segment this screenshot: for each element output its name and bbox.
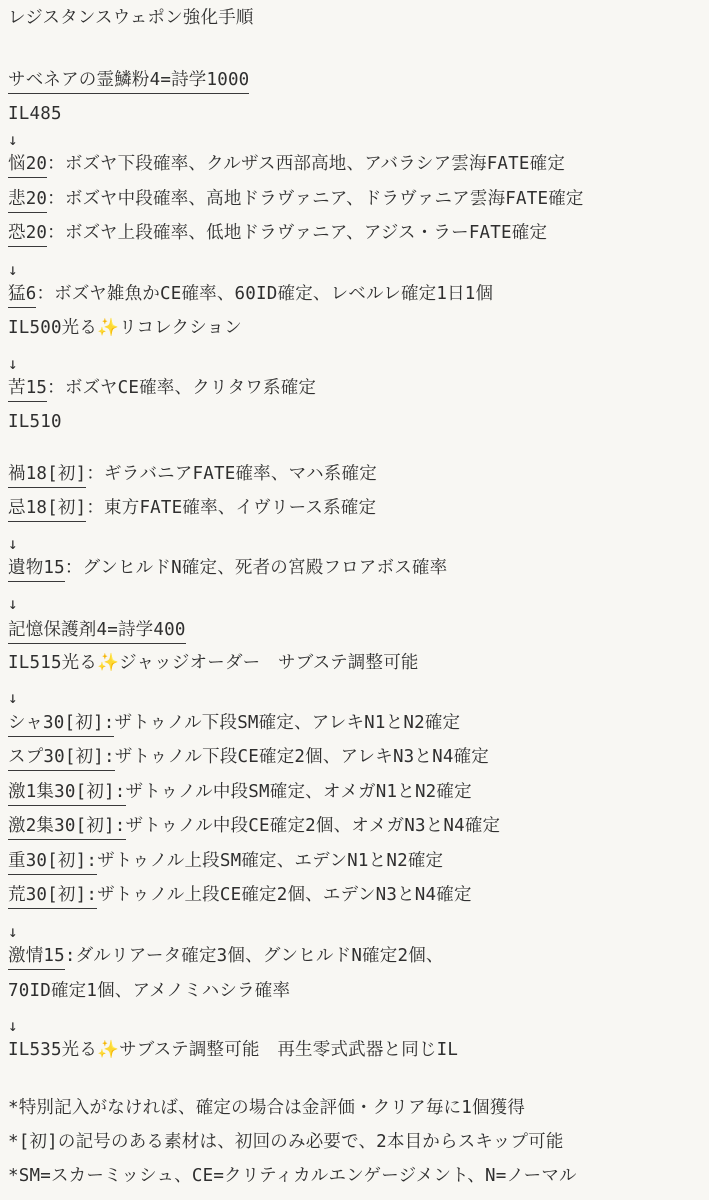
material-line xyxy=(8,784,705,806)
material-line xyxy=(8,749,705,771)
material-line xyxy=(8,191,705,213)
il-line xyxy=(8,655,705,673)
material-desc: ：ボズヤ雑魚かCE確率、60ID確定、レベルレ確定1日1個 xyxy=(36,284,494,304)
footnote: *特別記入がなければ、確定の場合は金評価・クリア毎に1個獲得 xyxy=(8,1098,526,1118)
material-line xyxy=(8,225,705,247)
material-key: 重30[初]: xyxy=(8,853,97,875)
il-text: IL500光る xyxy=(8,318,98,338)
material-desc: ：ボズヤ下段確率、クルザス西部高地、アバラシア雲海FATE確定 xyxy=(47,154,566,174)
material-key: 激情15 xyxy=(8,948,65,970)
material-key: 恐20 xyxy=(8,225,47,247)
sparkle-icon: ✨ xyxy=(97,1040,120,1060)
il-text: IL515光る xyxy=(8,653,98,673)
material-line xyxy=(8,380,705,402)
il-line: IL510 xyxy=(8,412,62,432)
weapon-name: リコレクション xyxy=(119,318,242,338)
material-desc: ザトゥノル下段SM確定、アレキN1とN2確定 xyxy=(114,713,461,733)
material-desc: ザトゥノル下段CE確定2個、アレキN3とN4確定 xyxy=(114,747,489,767)
material-desc: ：ボズヤCE確率、クリタワ系確定 xyxy=(47,378,317,398)
footnote: *SM=スカーミッシュ、CE=クリティカルエンゲージメント、N=ノーマル xyxy=(8,1166,577,1186)
arrow: ↓ xyxy=(8,1016,18,1035)
material-desc: ：ギラバニアFATE確率、マハ系確定 xyxy=(86,464,377,484)
material-line xyxy=(8,622,705,644)
sparkle-icon: ✨ xyxy=(97,318,120,338)
material-key: 記憶保護剤4=詩学400 xyxy=(8,622,186,644)
arrow: ↓ xyxy=(8,688,18,707)
material-line xyxy=(8,715,705,737)
material-key: 禍18[初] xyxy=(8,466,86,488)
material-line xyxy=(8,887,705,909)
material-key: 苦15 xyxy=(8,380,47,402)
material-line xyxy=(8,466,705,488)
material-desc: ：グンヒルドN確定、死者の宮殿フロアボス確率 xyxy=(64,558,448,578)
arrow: ↓ xyxy=(8,260,18,279)
material-desc: :ダルリアータ確定3個、グンヒルドN確定2個、 xyxy=(64,946,444,966)
il-line: IL485 xyxy=(8,104,62,124)
il-line xyxy=(8,320,705,338)
material-line xyxy=(8,500,705,522)
arrow: ↓ xyxy=(8,534,18,553)
material-line xyxy=(8,72,705,94)
arrow: ↓ xyxy=(8,922,18,941)
material-key: 悩20 xyxy=(8,156,47,178)
il-text: IL535光る xyxy=(8,1040,98,1060)
material-line xyxy=(8,948,705,970)
material-desc: ザトゥノル上段CE確定2個、エデンN3とN4確定 xyxy=(97,885,472,905)
material-desc: ザトゥノル中段CE確定2個、オメガN3とN4確定 xyxy=(125,816,501,836)
material-line xyxy=(8,156,705,178)
material-line xyxy=(8,818,705,840)
material-key: サベネアの霊鱗粉4=詩学1000 xyxy=(8,72,249,94)
material-key: 遺物15 xyxy=(8,560,65,582)
material-desc: ザトゥノル上段SM確定、エデンN1とN2確定 xyxy=(97,851,444,871)
material-key: 激2集30[初]: xyxy=(8,818,126,840)
material-desc: ：東方FATE確率、イヴリース系確定 xyxy=(86,498,377,518)
material-key: 悲20 xyxy=(8,191,47,213)
material-line xyxy=(8,286,705,308)
material-desc: ：ボズヤ上段確率、低地ドラヴァニア、アジス・ラーFATE確定 xyxy=(47,223,548,243)
material-key: 猛6 xyxy=(8,286,36,308)
arrow: ↓ xyxy=(8,594,18,613)
arrow: ↓ xyxy=(8,130,18,149)
material-key: スプ30[初]: xyxy=(8,749,115,771)
material-desc: ザトゥノル中段SM確定、オメガN1とN2確定 xyxy=(125,782,472,802)
material-key: 忌18[初] xyxy=(8,500,86,522)
material-desc: ：ボズヤ中段確率、高地ドラヴァニア、ドラヴァニア雲海FATE確定 xyxy=(47,189,584,209)
memo-title: レジスタンスウェポン強化手順 xyxy=(8,8,254,28)
sparkle-icon: ✨ xyxy=(97,653,120,673)
weapon-name: ジャッジオーダー サブステ調整可能 xyxy=(119,653,419,673)
material-key: シャ30[初]: xyxy=(8,715,114,737)
material-key: 激1集30[初]: xyxy=(8,784,126,806)
il-line xyxy=(8,1042,705,1060)
material-line xyxy=(8,853,705,875)
footnote: *[初]の記号のある素材は、初回のみ必要で、2本目からスキップ可能 xyxy=(8,1132,564,1152)
arrow: ↓ xyxy=(8,354,18,373)
material-key: 荒30[初]: xyxy=(8,887,97,909)
material-line xyxy=(8,560,705,582)
weapon-name: サブステ調整可能 再生零式武器と同じIL xyxy=(119,1040,459,1060)
material-desc-cont: 70ID確定1個、アメノミハシラ確率 xyxy=(8,981,291,1001)
